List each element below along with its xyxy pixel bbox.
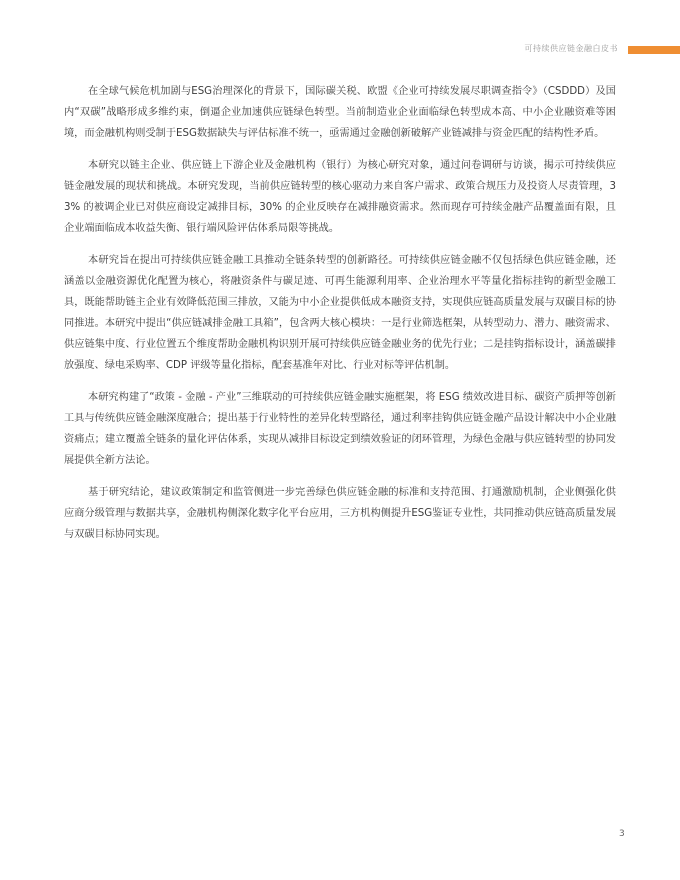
page-number: 3 [619,829,625,839]
body-paragraph-3: 本研究旨在提出可持续供应链金融工具推动全链条转型的创新路径。可持续供应链金融不仅包括绿色供应链金融，还涵盖以金融资源优化配置为核心，将融资条件与碳足迹、可再生能源利用率、企业治理水平等量化指标挂钩的新型金融工具，既能帮助链主企业有效降低范围三排放，又能为中小企业提供低成本融资支持，实现供应链高质量发展与双碳目标的协同推进。本研究中提出“供应链减排金融工具箱”，包含两大核心模块：一是行业筛选框架，从转型动力、潜力、融资需求、供应链集中度、行业位置五个维度帮助金融机构识别开展可持续供应链金融业务的优先行业；二是挂钩指标设计，涵盖碳排放强度、绿电采购率、CDP 评级等量化指标，配套基准年对比、行业对标等评估机制。 [64,255,616,371]
body-paragraph-4: 本研究构建了“政策 - 金融 - 产业”三维联动的可持续供应链金融实施框架，将 ESG 绩效改进目标、碳资产质押等创新工具与传统供应链金融深度融合；提出基于行业特性的差异化转型路径，通过利率挂钩供应链金融产品设计解决中小企业融资痛点；建立覆盖全链条的量化评估体系，实现从减排目标设定到绩效验证的闭环管理，为绿色金融与供应链转型的协同发展提供全新方法论。 [64,392,616,466]
running-header-title: 可持续供应链金融白皮书 [524,44,618,53]
body-paragraph-2: 本研究以链主企业、供应链上下游企业及金融机构（银行）为核心研究对象，通过问卷调研与访谈，揭示可持续供应链金融发展的现状和挑战。本研究发现，当前供应链转型的核心驱动力来自客户需求、政策合规压力及投资人尽责管理，33% 的被调企业已对供应商设定减排目标，30% 的企业反映存在减排融资需求。然而现存可持续金融产品覆盖面有限，且企业端面临成本收益失衡、银行端风险评估体系局限等挑战。 [64,160,616,234]
body-paragraph-1: 在全球气候危机加剧与ESG治理深化的背景下，国际碳关税、欧盟《企业可持续发展尽职调查指令》（CSDDD）及国内“双碳”战略形成多维约束，倒逼企业加速供应链绿色转型。当前制造业企业面临绿色转型成本高、中小企业融资难等困境，而金融机构则受制于ESG数据缺失与评估标准不统一，亟需通过金融创新破解产业链减排与资金匹配的结构性矛盾。 [64,86,616,139]
body-paragraph-5: 基于研究结论，建议政策制定和监管侧进一步完善绿色供应链金融的标准和支持范围、打通激励机制，企业侧强化供应商分级管理与数据共享，金融机构侧深化数字化平台应用，三方机构侧提升ESG鉴证专业性，共同推动供应链高质量发展与双碳目标协同实现。 [64,487,616,540]
body-text [64,81,616,556]
header-accent-bar [628,46,680,54]
